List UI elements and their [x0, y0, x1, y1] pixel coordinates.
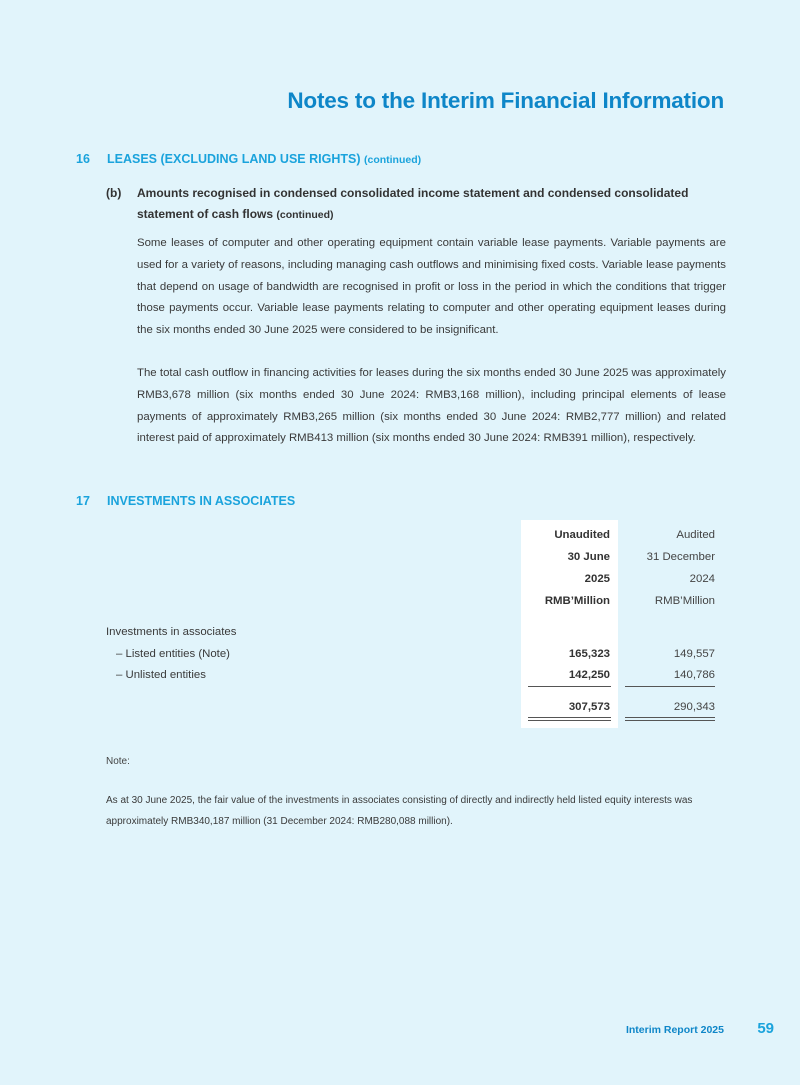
page-title: Notes to the Interim Financial Information	[287, 88, 724, 113]
section-16-heading	[76, 152, 421, 166]
col2-unit: RMB’Million	[654, 595, 715, 607]
section-number: 16	[76, 152, 90, 166]
lease-paragraph-variable-payments: Some leases of computer and other operating equipment contain variable lease payments. Variable payments are used for a variety of reasons, including managing cash outflows and minimising fixed costs. Variable lease payments that depend on usage of bandwidth are recognised in profit or loss in the period in which the conditions that trigger those payments occur. Variable lease payments relating to computer and other operating equipment leases during the six months ended 30 June 2025 were considered to be insignificant.	[137, 237, 726, 337]
row-value-current: 142,250	[568, 669, 610, 681]
col1-date: 30 June	[567, 551, 610, 563]
row-value-current: 165,323	[568, 648, 610, 660]
section-17-heading	[76, 494, 295, 508]
col2-status: Audited	[676, 529, 715, 541]
section-number: 17	[76, 494, 90, 508]
col1-year: 2025	[584, 573, 610, 585]
col1-unit: RMB’Million	[544, 595, 610, 607]
section-title: INVESTMENTS IN ASSOCIATES	[107, 494, 296, 508]
subtotal-rule	[528, 686, 611, 687]
lease-paragraph-cash-outflow: The total cash outflow in financing activities for leases during the six months ended 30 June 2025 was approximately RMB3,678 million (six months ended 30 June 2024: RMB3,168 million), including principal elements of lease payments of approximately RMB3,265 million (six months ended 30 June 2024: RMB2,777 million) and related interest paid of approximately RMB413 million (six months ended 30 June 2024: RMB391 million), respectively.	[137, 367, 726, 445]
continued-label: (continued)	[363, 154, 422, 166]
total-double-rule	[625, 717, 715, 721]
row-label: – Listed entities (Note)	[116, 648, 230, 660]
note-text: As at 30 June 2025, the fair value of the investments in associates consisting of directly and indirectly held listed equity interests was approximately RMB340,187 million (31 December 2024: RMB280,088 million).	[106, 795, 693, 827]
section-title: LEASES (EXCLUDING LAND USE RIGHTS)	[107, 152, 361, 166]
page-number: 59	[757, 1020, 774, 1037]
continued-label: (continued)	[276, 209, 334, 221]
total-value-current: 307,573	[568, 701, 610, 713]
footer-report-label: Interim Report 2025	[625, 1024, 724, 1036]
subsection-title: Amounts recognised in condensed consolidated income statement and condensed consolidated statement of cash flows	[137, 186, 689, 221]
total-value-prior: 290,343	[673, 701, 715, 713]
table-group-label: Investments in associates	[106, 626, 237, 638]
subsection-b-heading	[106, 183, 726, 226]
total-double-rule	[528, 717, 611, 721]
note-label: Note:	[106, 756, 130, 767]
col2-year: 2024	[689, 573, 715, 585]
row-value-prior: 149,557	[673, 648, 715, 660]
subtotal-rule	[625, 686, 715, 687]
row-value-prior: 140,786	[673, 669, 715, 681]
col2-date: 31 December	[646, 551, 715, 563]
row-label: – Unlisted entities	[116, 669, 206, 681]
col1-status: Unaudited	[554, 529, 610, 541]
subsection-label: (b)	[106, 186, 122, 200]
